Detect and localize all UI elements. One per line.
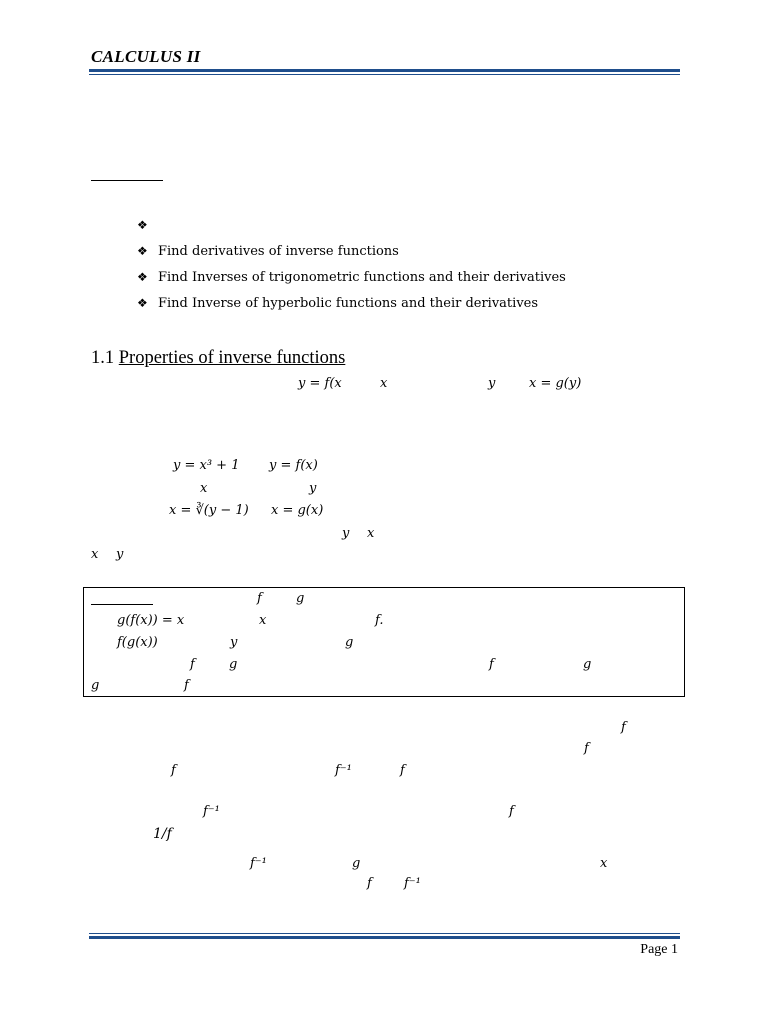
bullet-diamond-icon: ❖ <box>137 218 148 232</box>
math-fragment: f(g(x)) <box>117 635 158 650</box>
math-fragment: y <box>116 547 124 562</box>
math-fragment: y <box>230 635 238 650</box>
definition-box <box>83 587 685 697</box>
math-fragment: f <box>367 876 372 891</box>
math-fragment: y = x³ + 1 <box>173 458 240 473</box>
math-fragment: g <box>352 856 361 871</box>
objective-item: ❖ Find Inverse of hyperbolic functions and their derivatives <box>137 296 539 311</box>
definition-heading-underline <box>91 604 153 605</box>
header-rule-thick <box>89 69 680 72</box>
math-fragment: f <box>621 720 626 735</box>
math-fragment: f <box>400 763 405 778</box>
bullet-diamond-icon: ❖ <box>137 244 148 258</box>
math-fragment: x <box>380 376 388 391</box>
math-fragment: x <box>200 481 208 496</box>
math-fragment: y <box>488 376 496 391</box>
section-title: Properties of inverse functions <box>118 348 346 368</box>
math-fragment: f <box>190 657 195 672</box>
objective-item: ❖ Find derivatives of inverse functions <box>137 244 399 259</box>
math-fragment: f <box>509 804 514 819</box>
math-fragment: f⁻¹ <box>250 856 267 871</box>
math-fragment: y = f(x <box>298 376 342 391</box>
math-fragment: g <box>91 678 100 693</box>
math-fragment: f⁻¹ <box>404 876 421 891</box>
math-fragment: y = f(x) <box>269 458 318 473</box>
section-number: 1.1 <box>91 348 115 368</box>
math-fragment: y <box>342 526 350 541</box>
math-fragment: x = g(y) <box>529 376 582 391</box>
math-fragment: x <box>367 526 375 541</box>
math-fragment: f. <box>375 613 384 628</box>
page-number: Page 1 <box>640 942 678 957</box>
objective-item <box>137 218 158 233</box>
objectives-heading-underline <box>91 180 163 181</box>
bullet-diamond-icon: ❖ <box>137 270 148 284</box>
math-fragment: x = ∛(y − 1) <box>169 503 249 518</box>
footer-rule-thin <box>89 933 680 934</box>
math-fragment: x <box>600 856 608 871</box>
math-fragment: g <box>345 635 354 650</box>
section-heading <box>91 348 345 369</box>
math-fragment: y <box>309 481 317 496</box>
math-fragment: f <box>584 741 589 756</box>
math-fragment: f <box>489 657 494 672</box>
math-fragment: x <box>259 613 267 628</box>
math-fragment: g(f(x)) = x <box>117 613 185 628</box>
math-fragment: 1/f <box>153 826 172 842</box>
bullet-diamond-icon: ❖ <box>137 296 148 310</box>
math-fragment: g <box>296 591 305 606</box>
math-fragment: f⁻¹ <box>203 804 220 819</box>
math-fragment: g <box>583 657 592 672</box>
math-fragment: f <box>257 591 262 606</box>
objective-item: ❖ Find Inverses of trigonometric functions and their derivatives <box>137 270 566 285</box>
document-header-title: CALCULUS II <box>91 47 201 66</box>
math-fragment: f <box>184 678 189 693</box>
math-fragment: f <box>171 763 176 778</box>
math-fragment: x <box>91 547 99 562</box>
math-fragment: g <box>229 657 238 672</box>
math-fragment: x = g(x) <box>271 503 324 518</box>
footer-rule-thick <box>89 936 680 939</box>
math-fragment: f⁻¹ <box>335 763 352 778</box>
header-rule-thin <box>89 74 680 75</box>
